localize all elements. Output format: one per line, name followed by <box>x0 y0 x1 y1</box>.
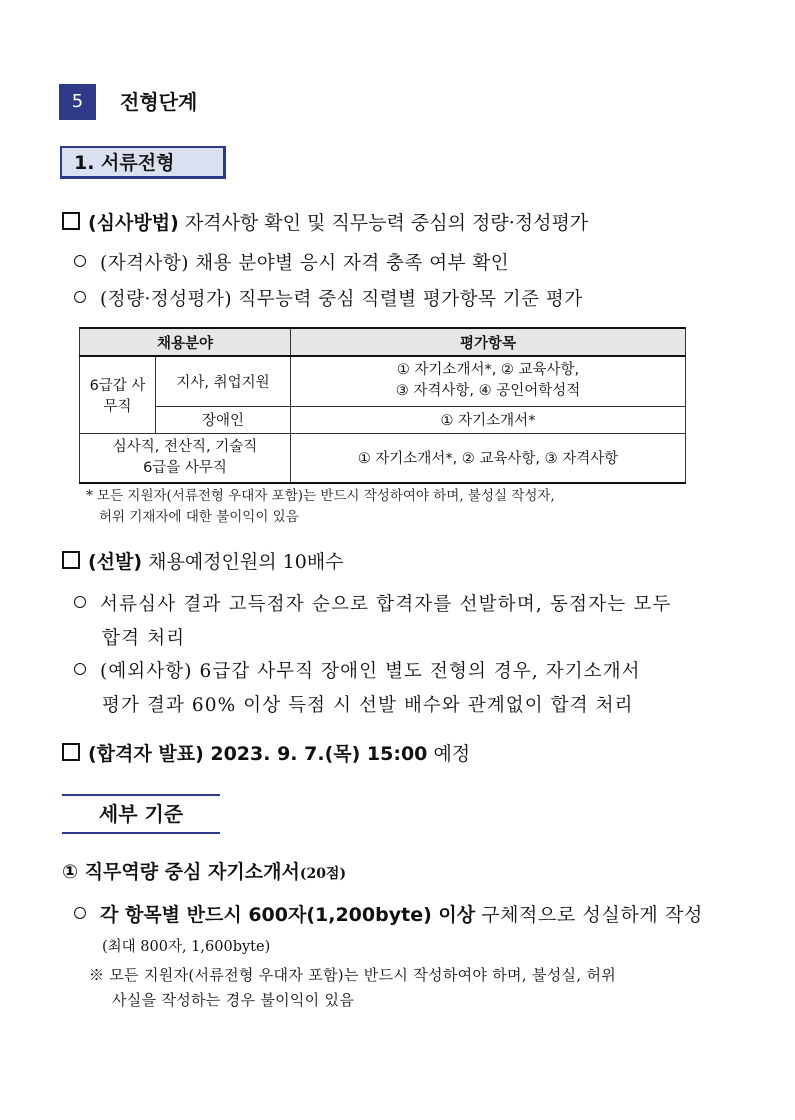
detail-item-head: ① 직무역량 중심 자기소개서 <box>62 861 300 883</box>
circle-bullet-icon <box>74 907 86 919</box>
announce-head: (합격자 발표) 2023. 9. 7.(목) 15:00 <box>88 743 428 765</box>
selection-item-1 <box>74 590 672 616</box>
selection-item-text: 서류심사 결과 고득점자 순으로 합격자를 선발하며, 동점자는 모두 <box>100 594 672 615</box>
selection-item-text: (예외사항) 6급갑 사무직 장애인 별도 전형의 경우, 자기소개서 <box>100 661 641 682</box>
announce-line <box>62 739 470 766</box>
selection-line <box>62 547 344 574</box>
review-item-2 <box>74 285 583 311</box>
circle-bullet-icon <box>74 291 86 303</box>
table-row <box>80 433 686 483</box>
selection-item-2-cont: 평가 결과 60% 이상 득점 시 선발 배수와 관계없이 합격 처리 <box>102 695 634 716</box>
table-items-cell: ① 자기소개서*, ② 교육사항, ③ 자격사항 <box>291 433 686 483</box>
detail-note-cont: 사실을 작성하는 경우 불이익이 있음 <box>112 991 355 1009</box>
table-items-cell: ① 자기소개서*, ② 교육사항, ③ 자격사항, ④ 공인어학성적 <box>291 356 686 406</box>
table-footnote: * 모든 지원자(서류전형 우대자 포함)는 반드시 작성하여야 하며, 불성실 작성자, <box>86 488 555 504</box>
step-title: 전형단계 <box>120 90 198 114</box>
table-row <box>80 356 686 406</box>
square-bullet-icon <box>62 212 80 230</box>
review-item-text: (정량·정성평가) 직무능력 중심 직렬별 평가항목 기준 평가 <box>100 289 583 310</box>
square-bullet-icon <box>62 551 80 569</box>
review-method-text: 자격사항 확인 및 직무능력 중심의 정량·정성평가 <box>184 212 589 234</box>
circle-bullet-icon <box>74 663 86 675</box>
review-method-line <box>62 208 588 235</box>
announce-text: 예정 <box>433 743 471 765</box>
detail-item-heading <box>62 857 346 884</box>
step-number-badge: 5 <box>59 84 96 120</box>
table-group-cell: 6급갑 사무직 <box>80 356 156 433</box>
evaluation-table <box>79 327 686 484</box>
section-title: 1. 서류전형 <box>60 146 226 179</box>
table-items-cell: ① 자기소개서* <box>291 406 686 433</box>
detail-title: 세부 기준 <box>62 794 220 834</box>
selection-head: (선발) <box>88 551 143 573</box>
table-field-cell: 심사직, 전산직, 기술직 6급을 사무직 <box>80 433 291 483</box>
table-row <box>80 406 686 433</box>
review-method-head: (심사방법) <box>88 212 179 234</box>
table-header-items: 평가항목 <box>291 328 686 356</box>
detail-bullet-bold: 각 항목별 반드시 600자(1,200byte) 이상 <box>100 904 476 926</box>
table-field-cell: 장애인 <box>156 406 291 433</box>
square-bullet-icon <box>62 743 80 761</box>
detail-bullet <box>74 900 703 927</box>
detail-bullet-sub: (최대 800자, 1,600byte) <box>102 939 271 955</box>
table-footnote-cont: 허위 기재자에 대한 불이익이 있음 <box>99 509 299 525</box>
selection-item-1-cont: 합격 처리 <box>102 628 186 649</box>
selection-text: 채용예정인원의 10배수 <box>148 551 344 573</box>
table-header-field: 채용분야 <box>80 328 291 356</box>
review-item-text: (자격사항) 채용 분야별 응시 자격 충족 여부 확인 <box>100 253 510 274</box>
circle-bullet-icon <box>74 596 86 608</box>
selection-item-2 <box>74 657 641 683</box>
table-field-cell: 지사, 취업지원 <box>156 356 291 406</box>
review-item-1 <box>74 249 509 275</box>
circle-bullet-icon <box>74 255 86 267</box>
detail-item-points: (20점) <box>299 866 347 882</box>
detail-note: ※ 모든 지원자(서류전형 우대자 포함)는 반드시 작성하여야 하며, 불성실, 허위 <box>89 966 617 984</box>
detail-bullet-text: 구체적으로 성실하게 작성 <box>481 904 703 926</box>
